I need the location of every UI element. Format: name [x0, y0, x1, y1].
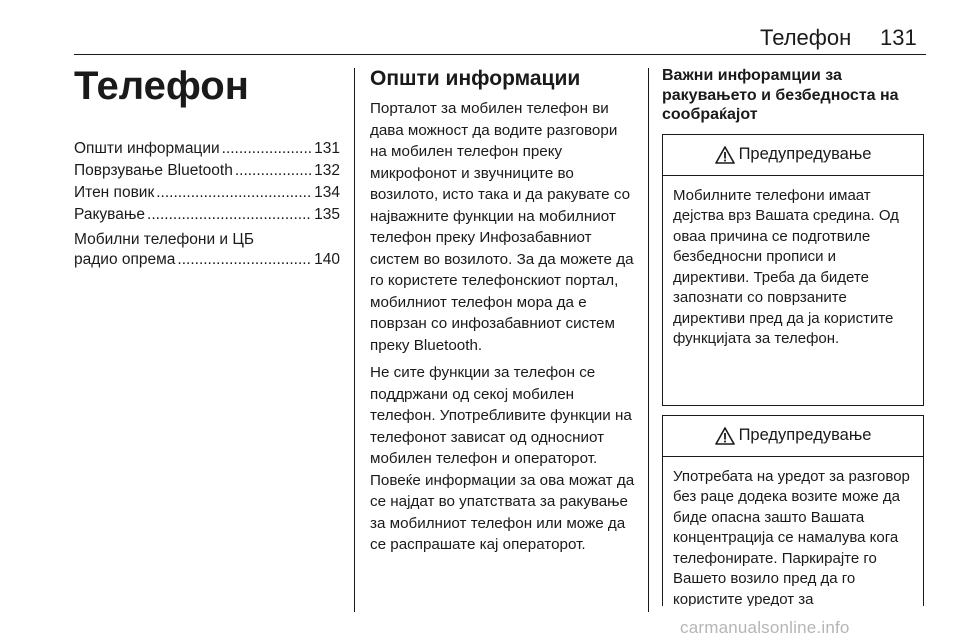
watermark: carmanualsonline.info [680, 618, 850, 637]
paragraph: Не сите функции за телефон се поддржани од секој мобилен телефон. Употребливите функции на телефонот зависат од односниот мобилен телефон и операторот. Повеќе информации за ова можат да се најдат во упатствата за ракување за мобилниот телефон или може да се распрашате кај операторот. [370, 364, 635, 553]
warning-triangle-icon [715, 427, 735, 445]
toc-item-label: Општи информации [74, 140, 220, 157]
toc-leader-dots [147, 204, 312, 226]
warning-label: Предупредување [738, 145, 872, 163]
toc-item-label: Итен повик [74, 184, 155, 201]
warning-triangle-icon [715, 146, 735, 164]
toc-leader-dots [222, 138, 312, 160]
warning-box [662, 134, 924, 406]
warning-label: Предупредување [738, 426, 872, 444]
safety-section-title: Важни инфорамции за ракувањето и безбедноста на сообраќајот [662, 67, 899, 123]
toc-column [74, 62, 340, 270]
page-number: 131 [880, 25, 917, 50]
warning-box [662, 415, 924, 606]
chapter-title: Телефон [74, 64, 249, 108]
toc-item-label-line1: Мобилни телефони и ЦБ [74, 231, 255, 248]
toc-item-page: 135 [314, 206, 340, 223]
toc-leader-dots [235, 160, 312, 182]
toc-leader-dots [177, 250, 312, 270]
warning-header [663, 135, 923, 176]
column-divider-right [648, 68, 649, 612]
toc-item[interactable] [74, 138, 340, 160]
safety-column [662, 66, 924, 606]
toc-item-line2 [74, 250, 340, 270]
toc-item[interactable] [74, 182, 340, 204]
toc-item-page: 140 [314, 251, 340, 268]
page-header-title: Телефон [760, 25, 852, 50]
warning-text: Употребата на уредот за разговор без раце додека возите може да биде опасна зашто Вашата концентрација се намалува кога телефонирате. Паркирајте го Вашето возило пред да го користите уредот за [673, 467, 910, 606]
toc-item[interactable] [74, 160, 340, 182]
section-title: Општи информации [370, 67, 581, 90]
toc-item-page: 134 [314, 184, 340, 201]
toc-item-multiline[interactable] [74, 230, 340, 270]
header-rule [74, 54, 926, 55]
paragraph: Порталот за мобилен телефон ви дава можност да водите разговори на мобилен телефон преку микрофонот и звучниците во возилото, исто така и да ракувате со најважните функции на мобилниот телефон преку Инфозабавниот систем во возилото. За да можете да го користете телефонскиот портал, мобилниот телефон мора да е поврзан со инфозабавниот систем преку Bluetooth. [370, 100, 634, 354]
toc-item-label: Поврзување Bluetooth [74, 162, 233, 179]
toc-item[interactable] [74, 204, 340, 226]
toc-item-page: 132 [314, 162, 340, 179]
warning-header [663, 416, 923, 457]
general-info-column [370, 66, 636, 562]
toc-item-page: 131 [314, 140, 340, 157]
toc-item-label: Ракување [74, 206, 146, 223]
warning-text: Мобилните телефони имаат дејства врз Вашата средина. Од оваа причина се подготвиле безбедносни прописи и директиви. Треба да бидете запознати со поврзаните директиви пред да ја користите функцијата за телефон. [673, 186, 899, 347]
toc-item-label-line2: радио опрема [74, 251, 176, 268]
column-divider-left [354, 68, 355, 612]
toc-leader-dots [156, 182, 312, 204]
